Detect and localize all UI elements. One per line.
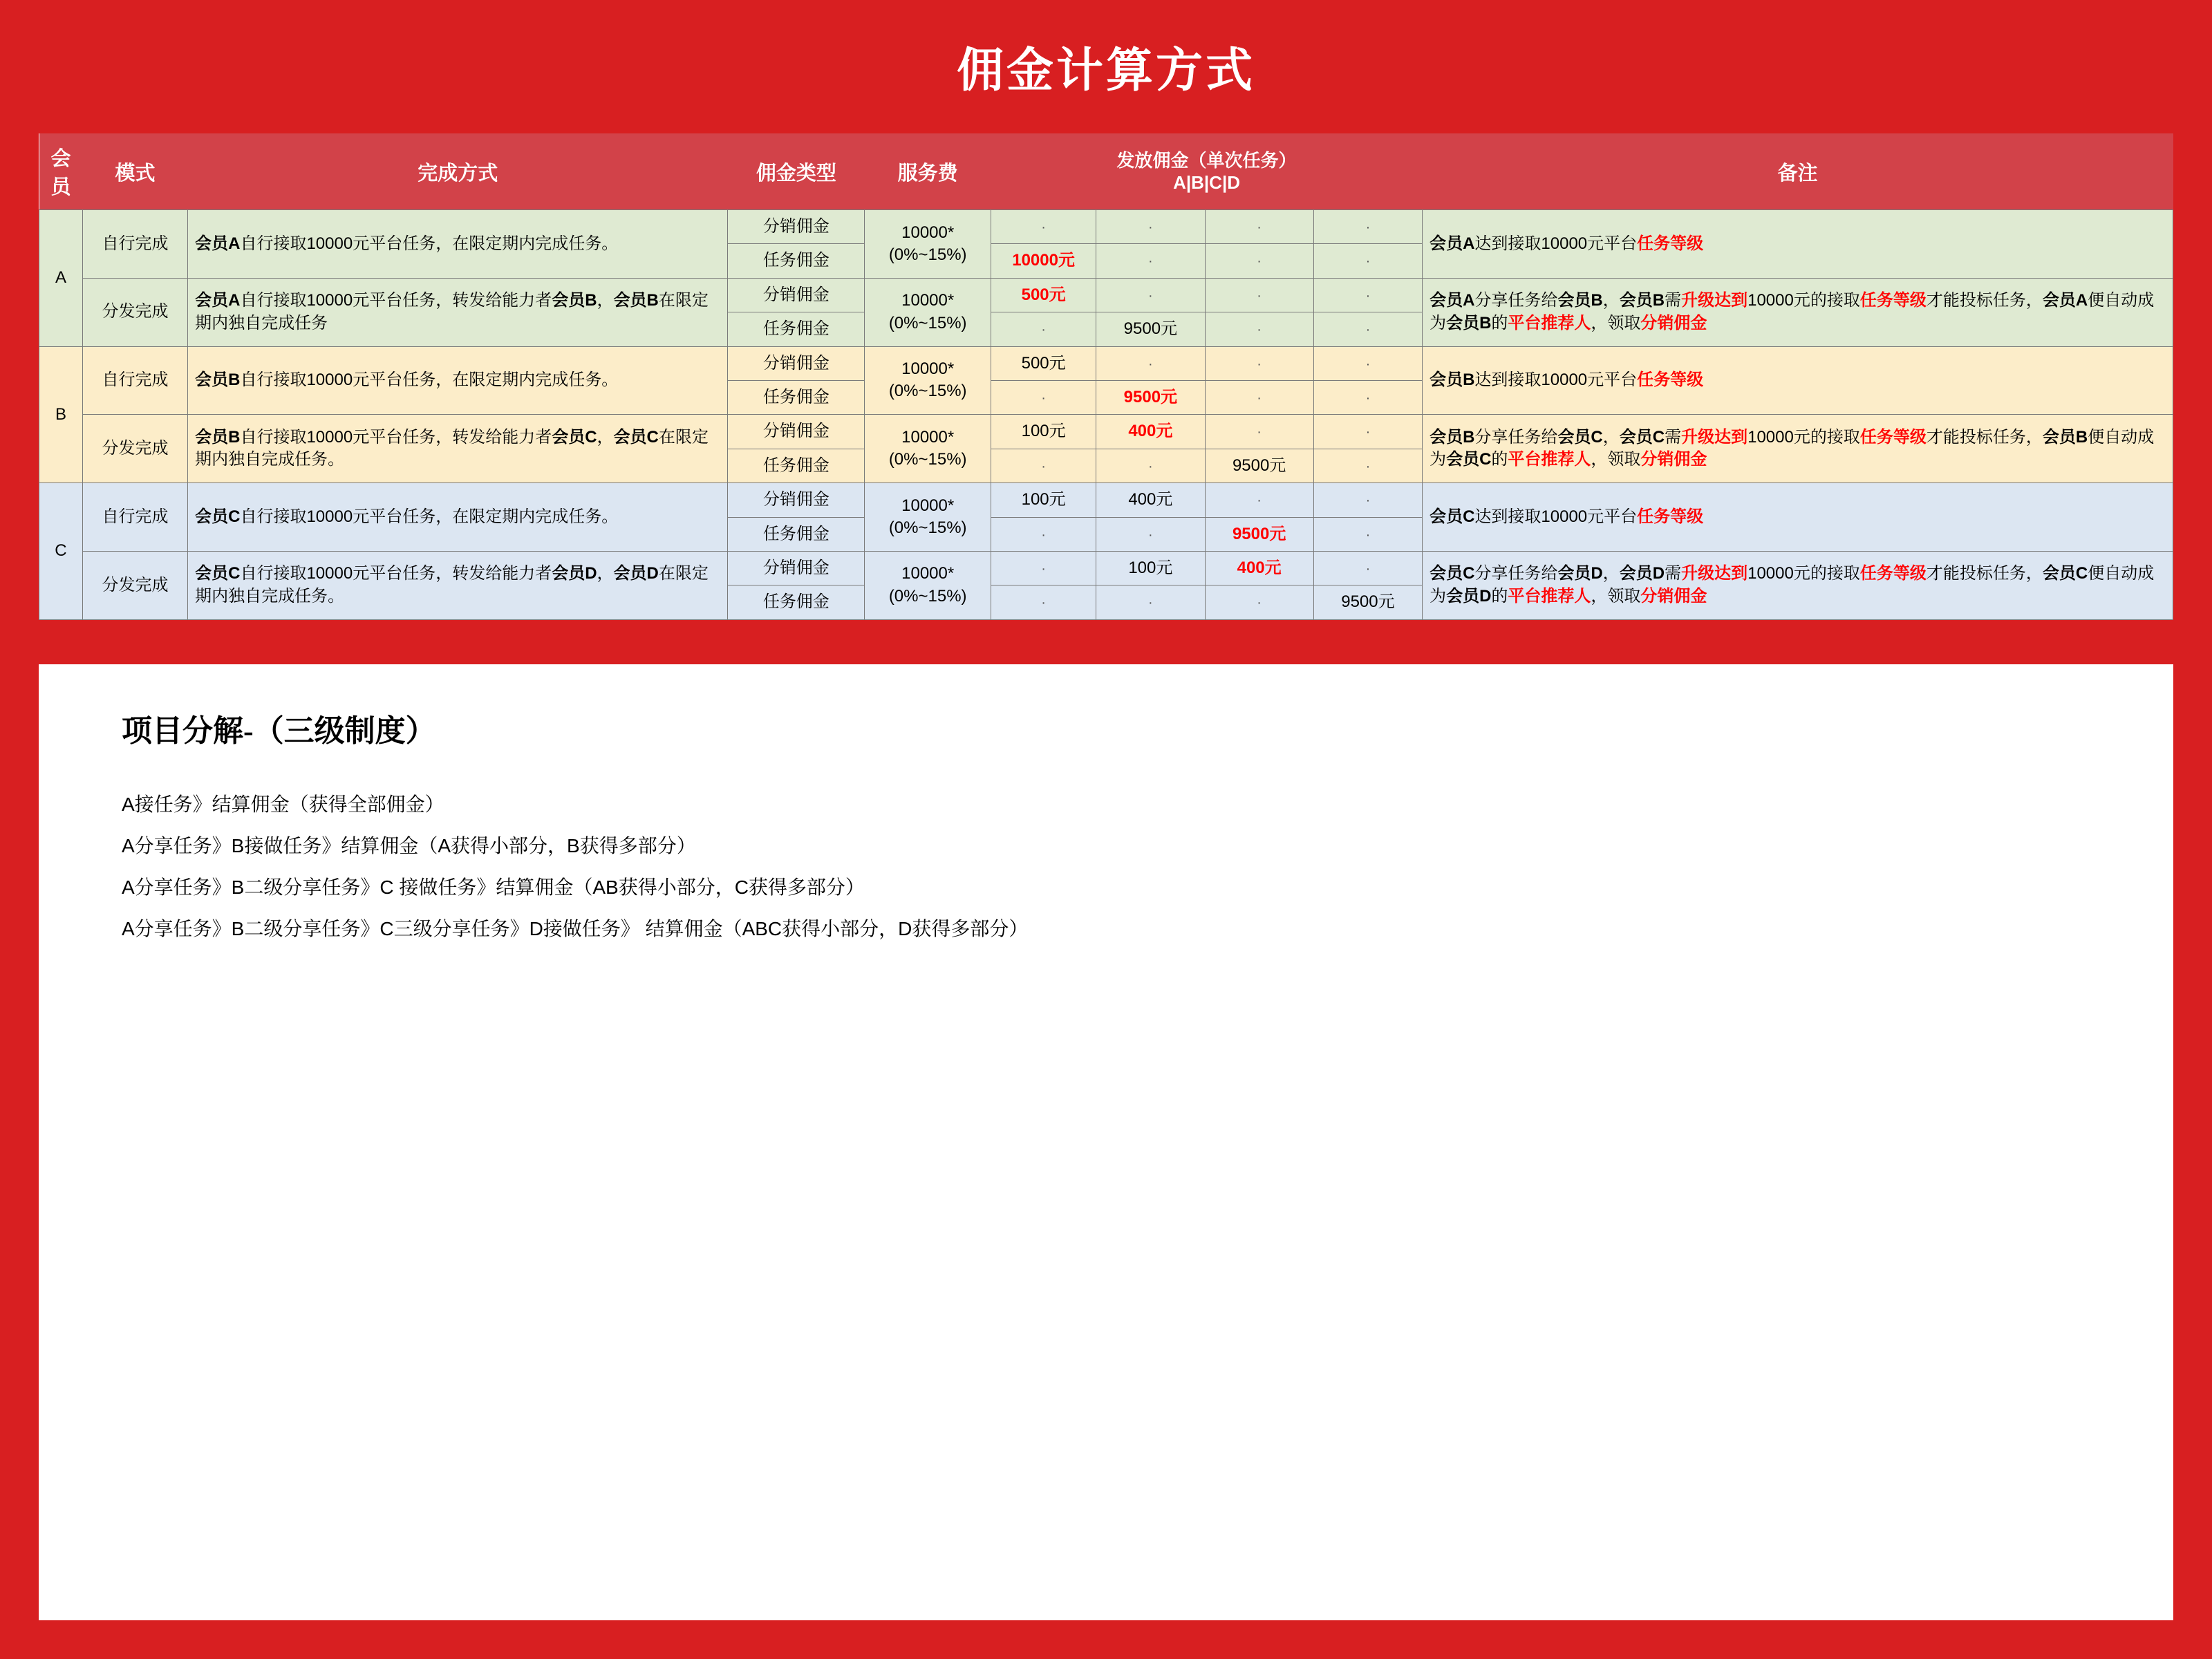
commission-table <box>39 133 2173 620</box>
cell-payout-c: · <box>1205 585 1313 619</box>
cell-member: A <box>39 210 83 347</box>
cell-mode: 自行完成 <box>82 210 187 279</box>
table-row <box>39 415 2173 449</box>
cell-payout-d: · <box>1313 312 1422 346</box>
table-row <box>39 278 2173 312</box>
content-panel <box>39 1106 2173 1620</box>
cell-payout-c: 9500元 <box>1205 449 1313 482</box>
cell-payout-b: · <box>1096 449 1205 482</box>
cell-mode: 分发完成 <box>82 415 187 483</box>
cell-payout-b: 9500元 <box>1096 380 1205 414</box>
cell-payout-d: · <box>1313 551 1422 585</box>
breakdown-lines <box>94 790 2118 944</box>
table-row <box>39 551 2173 585</box>
cell-payout-d: · <box>1313 483 1422 517</box>
cell-service-fee: 10000* (0%~15%) <box>865 210 991 279</box>
cell-payout-b: · <box>1096 346 1205 380</box>
cell-commission-type: 分销佣金 <box>728 210 865 244</box>
cell-commission-type: 分销佣金 <box>728 551 865 585</box>
cell-service-fee: 10000* (0%~15%) <box>865 551 991 619</box>
cell-payout-c: · <box>1205 278 1313 312</box>
cell-payout-a: 500元 <box>991 346 1096 380</box>
cell-payout-b: 400元 <box>1096 483 1205 517</box>
table-header-row <box>39 133 2173 210</box>
cell-service-fee: 10000* (0%~15%) <box>865 346 991 415</box>
cell-payout-b: · <box>1096 585 1205 619</box>
cell-service-fee: 10000* (0%~15%) <box>865 483 991 552</box>
cell-commission-type: 任务佣金 <box>728 449 865 482</box>
cell-payout-a: · <box>991 551 1096 585</box>
cell-commission-type: 任务佣金 <box>728 244 865 278</box>
cell-commission-type: 任务佣金 <box>728 517 865 551</box>
cell-payout-d: · <box>1313 244 1422 278</box>
cell-payout-d: · <box>1313 346 1422 380</box>
header-member: 会员 <box>39 133 83 210</box>
header-mode: 模式 <box>82 133 187 210</box>
cell-payout-c: 400元 <box>1205 551 1313 585</box>
breakdown-line: A分享任务》B接做任务》结算佣金（A获得小部分，B获得多部分） <box>122 834 696 856</box>
cell-method: 会员B自行接取10000元平台任务，在限定期内完成任务。 <box>188 346 728 415</box>
cell-commission-type: 分销佣金 <box>728 278 865 312</box>
cell-payout-d: · <box>1313 449 1422 482</box>
cell-mode: 分发完成 <box>82 278 187 346</box>
header-payout-main: 发放佣金（单次任务） <box>1116 149 1297 171</box>
cell-method: 会员A自行接取10000元平台任务，在限定期内完成任务。 <box>188 210 728 279</box>
cell-payout-d: 9500元 <box>1313 585 1422 619</box>
header-method: 完成方式 <box>188 133 728 210</box>
cell-payout-a: · <box>991 312 1096 346</box>
cell-payout-c: · <box>1205 483 1313 517</box>
cell-mode: 自行完成 <box>82 346 187 415</box>
cell-payout-b: · <box>1096 517 1205 551</box>
breakdown-line: A接任务》结算佣金（获得全部佣金） <box>122 793 444 815</box>
cell-commission-type: 分销佣金 <box>728 415 865 449</box>
cell-payout-c: · <box>1205 346 1313 380</box>
cell-payout-c: · <box>1205 210 1313 244</box>
cell-note: 会员A达到接取10000元平台任务等级 <box>1423 210 2173 279</box>
cell-member: C <box>39 483 83 620</box>
cell-payout-d: · <box>1313 210 1422 244</box>
cell-service-fee: 10000* (0%~15%) <box>865 278 991 346</box>
cell-payout-a: · <box>991 449 1096 482</box>
cell-service-fee: 10000* (0%~15%) <box>865 415 991 483</box>
cell-method: 会员B自行接取10000元平台任务，转发给能力者会员C，会员C在限定期内独自完成任务。 <box>188 415 728 483</box>
cell-payout-c: · <box>1205 312 1313 346</box>
cell-note: 会员B分享任务给会员C，会员C需升级达到10000元的接取任务等级才能投标任务，会员B便自动成为会员C的平台推荐人，领取分销佣金 <box>1423 415 2173 483</box>
cell-payout-c: · <box>1205 380 1313 414</box>
cell-payout-a: · <box>991 380 1096 414</box>
cell-payout-d: · <box>1313 415 1422 449</box>
cell-payout-a: 500元 <box>991 278 1096 312</box>
cell-note: 会员C分享任务给会员D，会员D需升级达到10000元的接取任务等级才能投标任务，会员C便自动成为会员D的平台推荐人，领取分销佣金 <box>1423 551 2173 619</box>
cell-payout-b: · <box>1096 278 1205 312</box>
cell-payout-c: 9500元 <box>1205 517 1313 551</box>
cell-payout-a: 10000元 <box>991 244 1096 278</box>
cell-note: 会员B达到接取10000元平台任务等级 <box>1423 346 2173 415</box>
cell-payout-d: · <box>1313 517 1422 551</box>
cell-commission-type: 任务佣金 <box>728 312 865 346</box>
cell-note: 会员C达到接取10000元平台任务等级 <box>1423 483 2173 552</box>
cell-payout-d: · <box>1313 278 1422 312</box>
cell-method: 会员C自行接取10000元平台任务，在限定期内完成任务。 <box>188 483 728 552</box>
cell-method: 会员C自行接取10000元平台任务，转发给能力者会员D，会员D在限定期内独自完成任务。 <box>188 551 728 619</box>
table-row <box>39 346 2173 380</box>
cell-payout-b: 400元 <box>1096 415 1205 449</box>
table-body <box>39 210 2173 620</box>
cell-payout-a: · <box>991 585 1096 619</box>
cell-commission-type: 分销佣金 <box>728 483 865 517</box>
cell-payout-b: 9500元 <box>1096 312 1205 346</box>
commission-table-wrapper <box>39 133 2173 620</box>
cell-payout-a: 100元 <box>991 415 1096 449</box>
cell-member: B <box>39 346 83 483</box>
cell-payout-c: · <box>1205 244 1313 278</box>
cell-method: 会员A自行接取10000元平台任务，转发给能力者会员B，会员B在限定期内独自完成任务 <box>188 278 728 346</box>
cell-payout-a: · <box>991 517 1096 551</box>
breakdown-line: A分享任务》B二级分享任务》C三级分享任务》D接做任务》 结算佣金（ABC获得小部分，D获得多部分） <box>122 917 1029 939</box>
cell-note: 会员A分享任务给会员B，会员B需升级达到10000元的接取任务等级才能投标任务，会员A便自动成为会员B的平台推荐人，领取分销佣金 <box>1423 278 2173 346</box>
cell-payout-b: · <box>1096 210 1205 244</box>
cell-commission-type: 任务佣金 <box>728 585 865 619</box>
cell-payout-d: · <box>1313 380 1422 414</box>
cell-commission-type: 任务佣金 <box>728 380 865 414</box>
cell-mode: 分发完成 <box>82 551 187 619</box>
breakdown-line: A分享任务》B二级分享任务》C 接做任务》结算佣金（AB获得小部分，C获得多部分） <box>122 876 865 898</box>
cell-commission-type: 分销佣金 <box>728 346 865 380</box>
header-commission-type: 佣金类型 <box>728 133 865 210</box>
cell-payout-b: 100元 <box>1096 551 1205 585</box>
cell-payout-c: · <box>1205 415 1313 449</box>
cell-mode: 自行完成 <box>82 483 187 552</box>
header-payout <box>991 133 1423 210</box>
breakdown-heading: 项目分解-（三级制度） <box>122 713 436 748</box>
header-note: 备注 <box>1423 133 2173 210</box>
cell-payout-a: 100元 <box>991 483 1096 517</box>
cell-payout-b: · <box>1096 244 1205 278</box>
cell-payout-a: · <box>991 210 1096 244</box>
table-row <box>39 483 2173 517</box>
header-payout-sub: A|B|C|D <box>1173 172 1241 193</box>
table-row <box>39 210 2173 244</box>
page-title: 佣金计算方式 <box>956 44 1255 97</box>
header-service-fee: 服务费 <box>865 133 991 210</box>
